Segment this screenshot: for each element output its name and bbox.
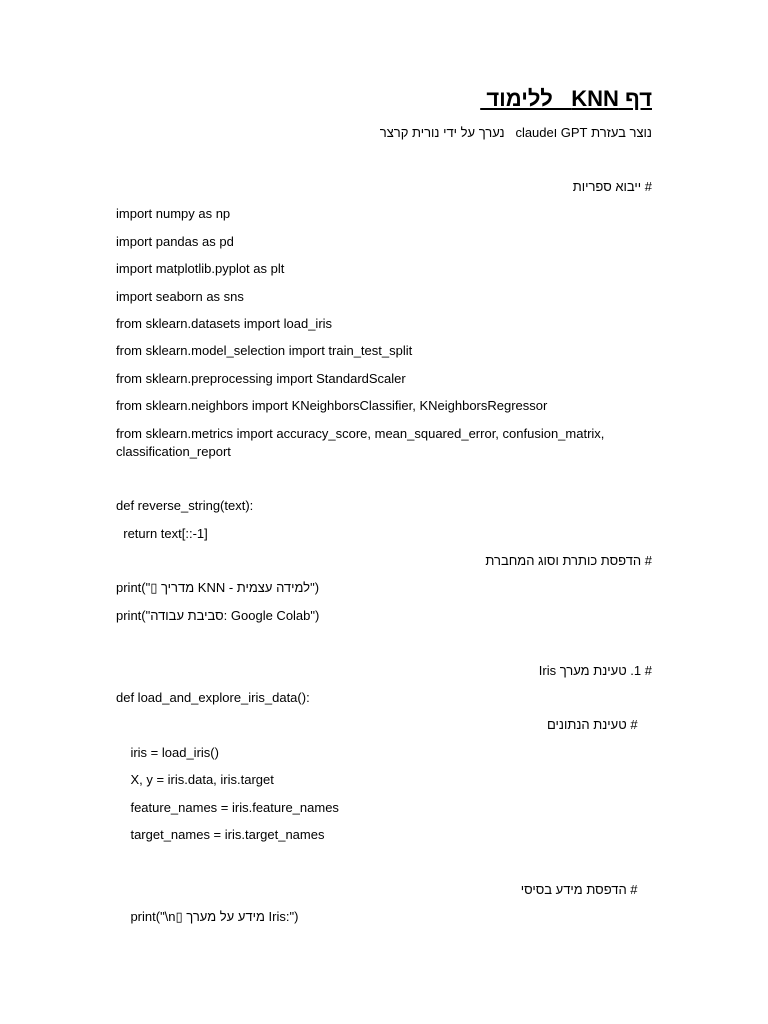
code-line: from sklearn.metrics import accuracy_score, mean_squared_error, confusion_matrix, classification_report: [116, 425, 609, 459]
code-line: import matplotlib.pyplot as plt: [116, 261, 285, 277]
code-line: from sklearn.neighbors import KNeighborsClassifier, KNeighborsRegressor: [116, 398, 548, 414]
code-line: print("סביבת עבודה: Google Colab"): [116, 607, 320, 623]
code-line: print("▯ מדריך KNN - למידה עצמית"): [116, 580, 320, 596]
code-body: [116, 178, 652, 936]
code-line: feature_names = iris.feature_names: [116, 799, 339, 815]
code-line: X, y = iris.data, iris.target: [116, 772, 274, 788]
code-line: from sklearn.preprocessing import StandardScaler: [116, 370, 406, 386]
code-line-comment-imports: # ייבוא ספריות: [572, 179, 652, 194]
code-line: iris = load_iris(): [116, 744, 219, 760]
document-title: דף KNN ללימוד: [480, 86, 652, 111]
code-line: target_names = iris.target_names: [116, 826, 325, 842]
blank-line: [116, 634, 652, 652]
document-subtitle: נוצר בעזרת GPT וclaude נערך על ידי נורית קרצר: [379, 125, 652, 140]
code-line-comment: # 1. טעינת מערך Iris: [538, 662, 652, 678]
code-line: return text[::-1]: [116, 525, 208, 541]
code-line: from sklearn.datasets import load_iris: [116, 315, 333, 331]
code-line-comment: # טעינת הנתונים: [546, 717, 652, 733]
code-line-comment: # הדפסת מידע בסיסי: [520, 881, 652, 897]
code-line: import pandas as pd: [116, 233, 234, 249]
blank-line: [116, 853, 652, 871]
code-line: def load_and_explore_iris_data():: [116, 690, 310, 706]
code-line: def reverse_string(text):: [116, 498, 254, 514]
blank-line: [116, 470, 652, 488]
code-line: import numpy as np: [116, 206, 231, 222]
code-line: print("\n▯ מידע על מערך Iris:"): [116, 909, 299, 925]
code-line-comment: # הדפסת כותרת וסוג המחברת: [485, 553, 652, 569]
code-line: from sklearn.model_selection import train_test_split: [116, 343, 413, 359]
code-line: import seaborn as sns: [116, 288, 244, 304]
